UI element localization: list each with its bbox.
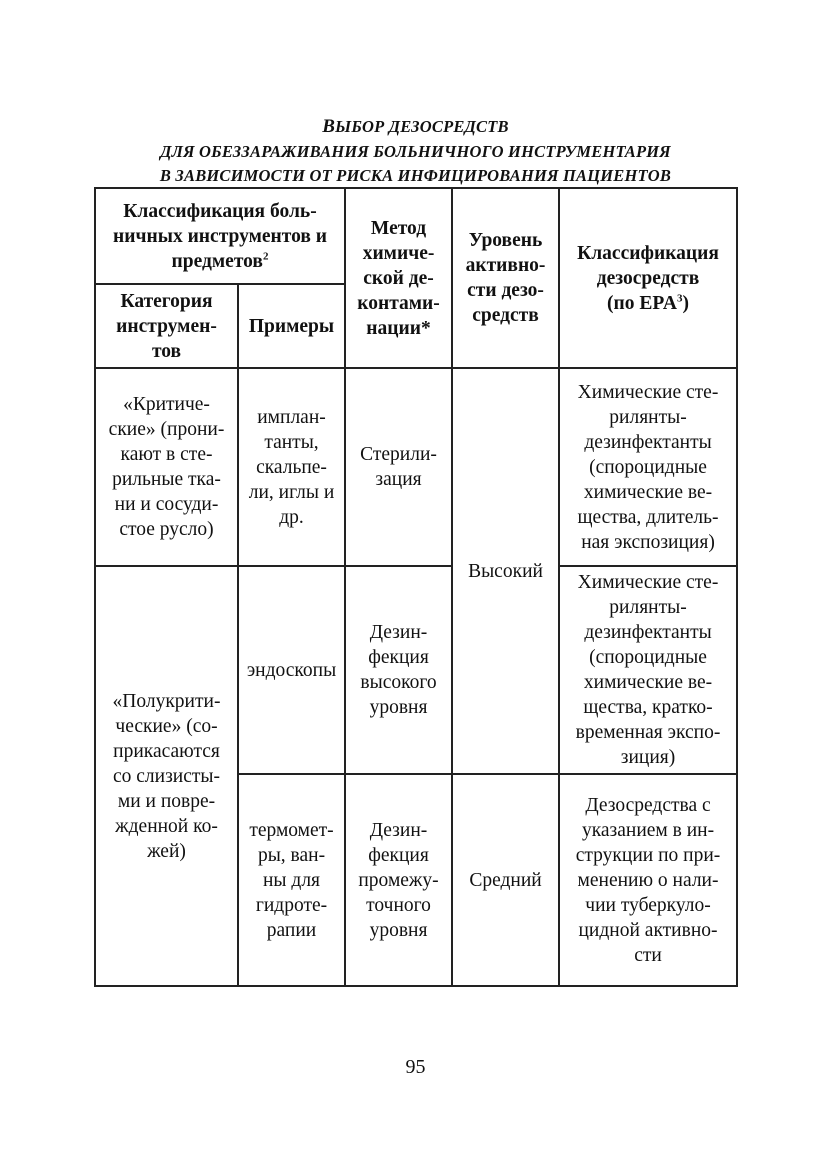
critical-category: «Критиче- ские» (прони- кают в сте- рильные тка- ни и сосуди- стое русло)	[95, 368, 238, 566]
header-examples: Примеры	[238, 284, 345, 368]
critical-examples: имплан- танты, скальпе- ли, иглы и др.	[238, 368, 345, 566]
semicritical2-method: Дезин- фекция промежу- точного уровня	[345, 774, 452, 986]
level-high: Высокий	[452, 368, 559, 774]
disinfectant-table	[94, 187, 738, 987]
critical-disinfectant: Химические сте- рилянты- дезинфектанты (спороцидные химические ве- щества, длитель- ная экспозиция)	[559, 368, 737, 566]
level-medium: Средний	[452, 774, 559, 986]
semicritical-examples: эндоскопы	[238, 566, 345, 774]
critical-method: Стерили- зация	[345, 368, 452, 566]
header-disinfectant-class: Классификация дезосредств (по EPA$^3$)	[559, 188, 737, 368]
title-line-2: ДЛЯ ОБЕЗЗАРАЖИВАНИЯ БОЛЬНИЧНОГО ИНСТРУМЕНТАРИЯ	[160, 142, 671, 161]
header-classification: Классификация боль- ничных инструментов и предметов$^2$	[95, 188, 345, 284]
title-line-1	[0, 116, 831, 138]
header-category: Категория инструмен- тов	[95, 284, 238, 368]
title-initial: В	[322, 116, 336, 137]
page-number: 95	[405, 1056, 426, 1078]
title-rest: ЫБОР ДЕЗОСРЕДСТВ	[335, 117, 509, 136]
header-level: Уровень активно- сти дезо- средств	[452, 188, 559, 368]
semicritical2-disinfectant: Дезосредства с указанием в ин- струкции по при- менению о нали- чии туберкуло- цидной активно- сти	[559, 774, 737, 986]
semicritical-method: Дезин- фекция высокого уровня	[345, 566, 452, 774]
header-method: Метод химиче- ской де- контами- нации*	[345, 188, 452, 368]
semicritical2-examples: термомет- ры, ван- ны для гидроте- рапии	[238, 774, 345, 986]
semicritical-category: «Полукрити- ческие» (со- прикасаются со слизисты- ми и повре- жденной ко- жей)	[95, 566, 238, 986]
semicritical-disinfectant: Химические сте- рилянты- дезинфектанты (спороцидные химические ве- щества, кратко- временная экспо- зиция)	[559, 566, 737, 774]
title-line-3: В ЗАВИСИМОСТИ ОТ РИСКА ИНФИЦИРОВАНИЯ ПАЦИЕНТОВ	[159, 166, 672, 185]
